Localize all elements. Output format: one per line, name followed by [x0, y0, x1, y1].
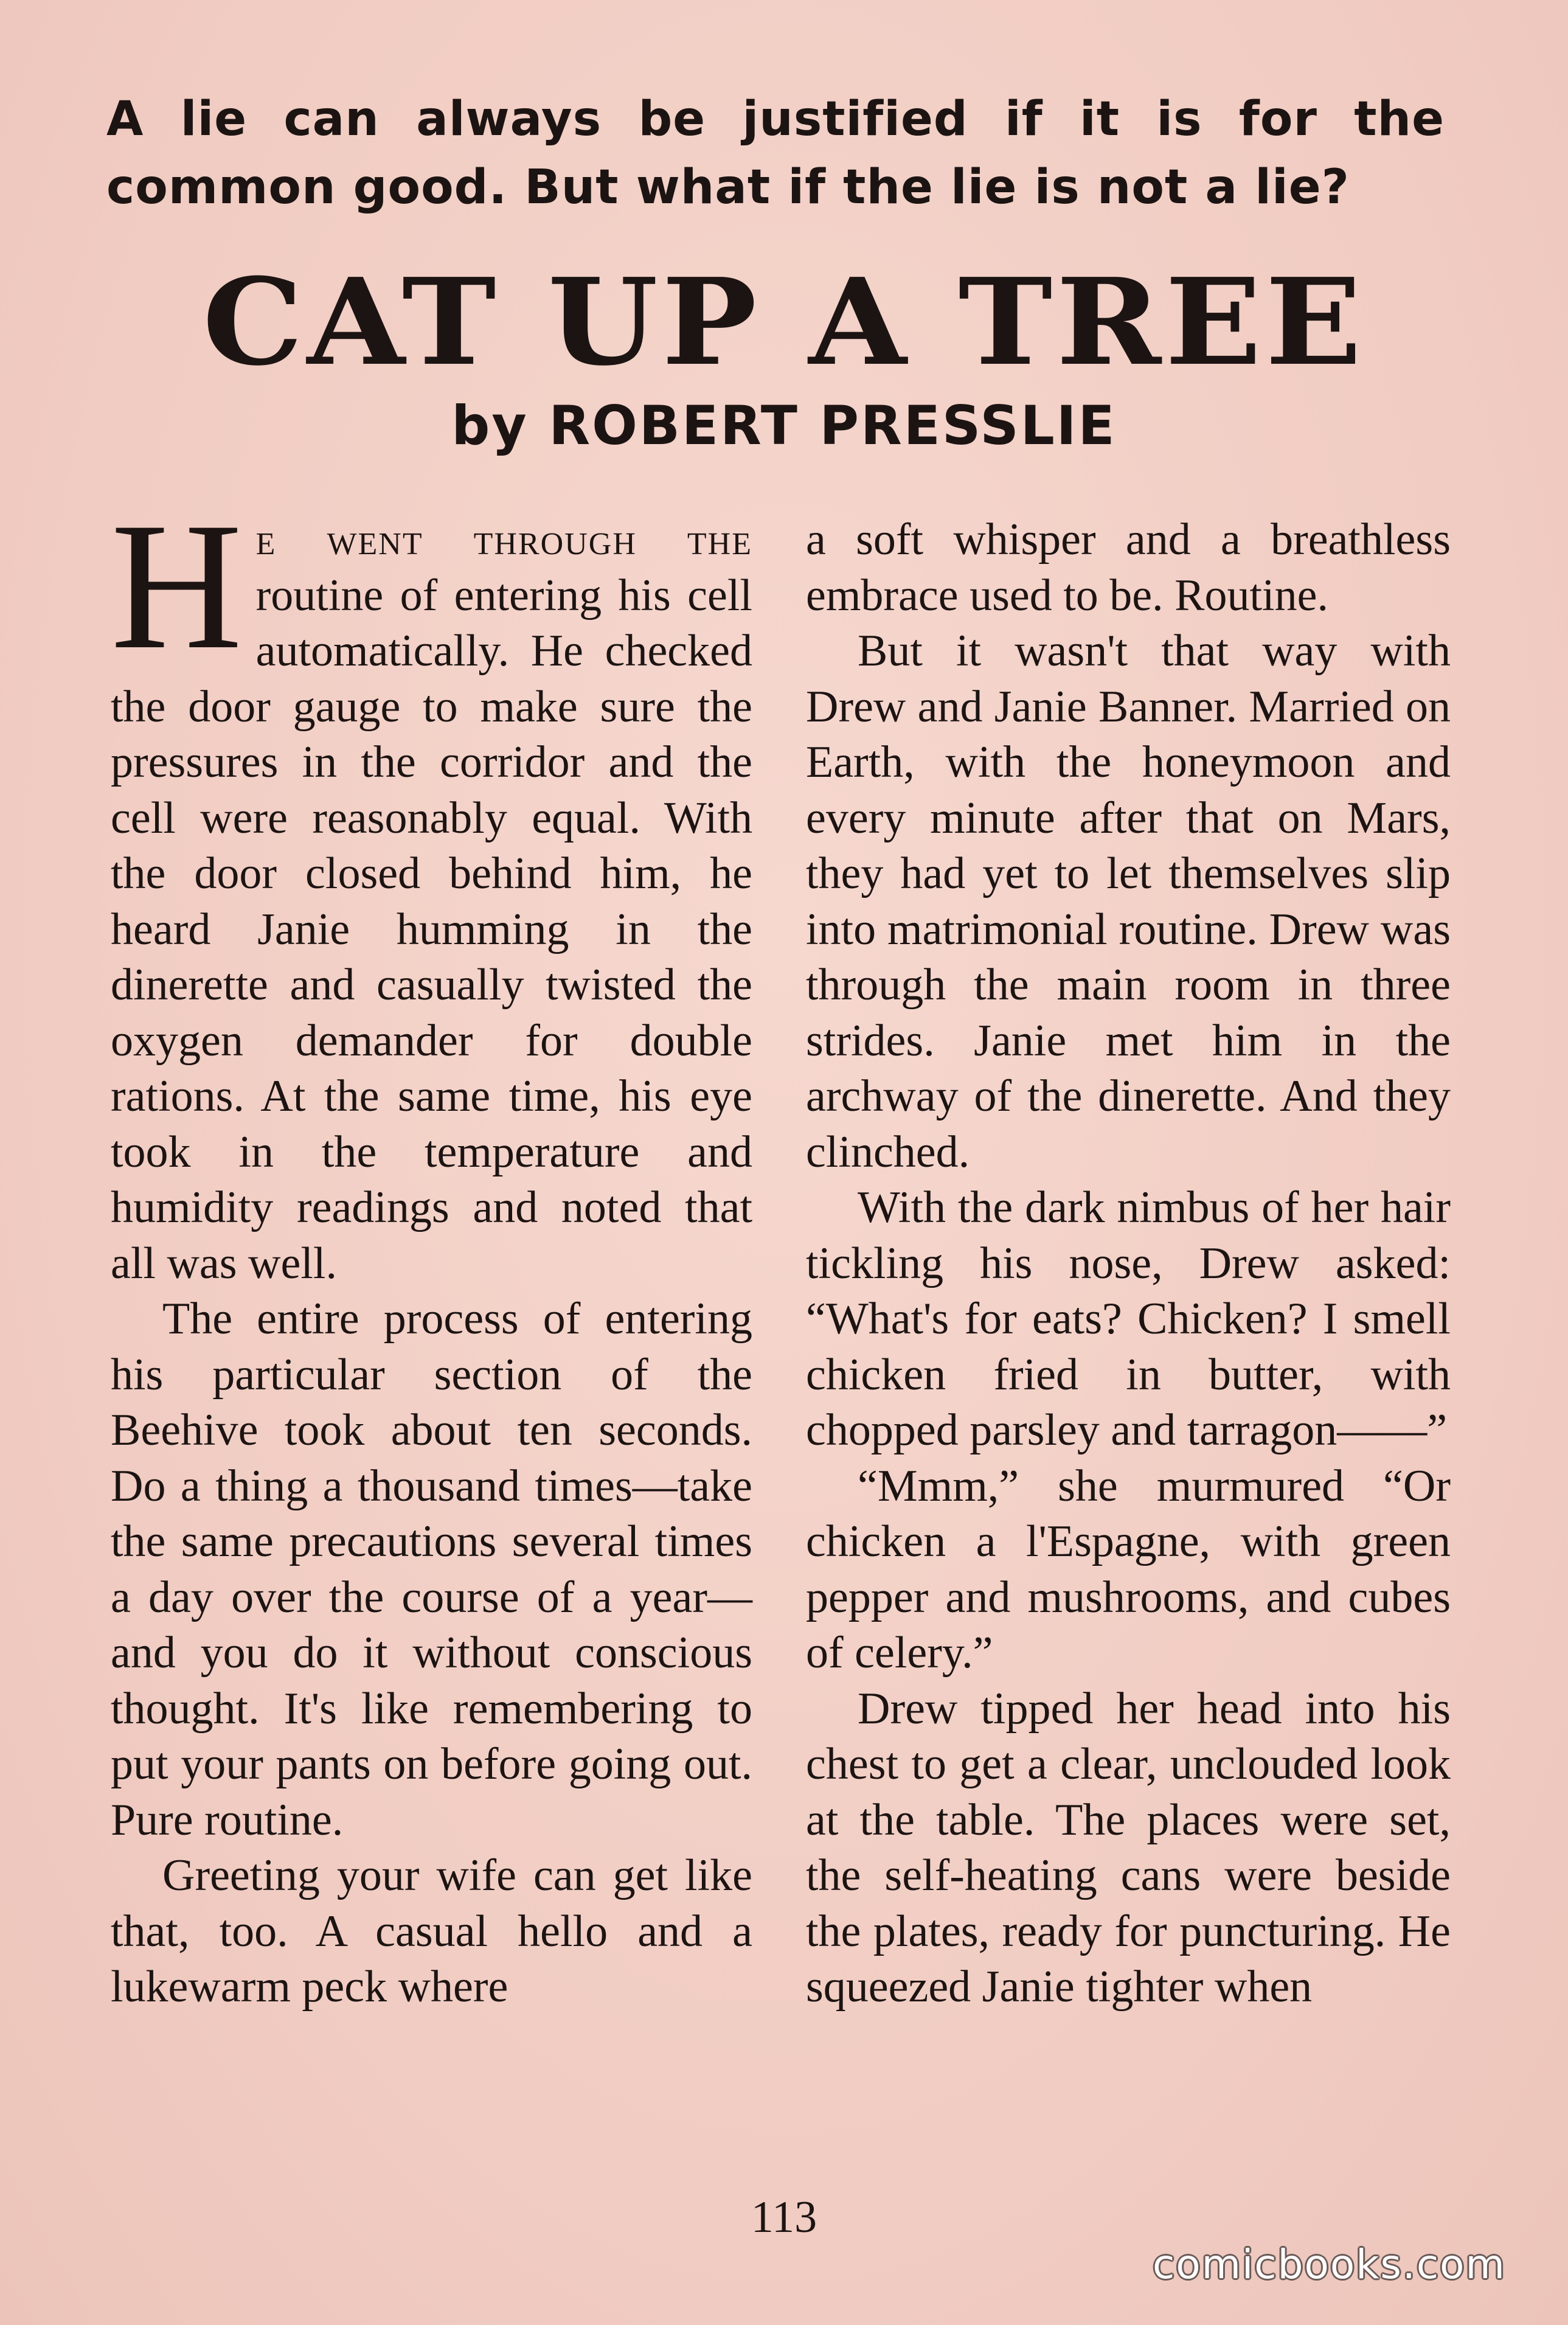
story-byline: by ROBERT PRESSLIE: [451, 394, 1117, 457]
paragraph: The entire process of entering his particular section of the Beehive took about ten seconds. Do a thing a thousand times—take the same precautions several times a day over the course of a year—and you do it without conscious thought. It's like remembering to put your pants on before going out. Pure routine.: [111, 1294, 752, 1845]
paragraph: Drew tipped her head into his chest to get a clear, unclouded look at the table. The places were set, the self-heating cans were beside the plates, ready for puncturing. He squeezed Janie tighter when: [806, 1683, 1451, 2012]
watermark: comicbooks.com: [1153, 2241, 1506, 2288]
drop-cap: H: [111, 485, 243, 687]
text-column-right: [806, 512, 1451, 2015]
story-blurb: A lie can always be justified if it is for the common good. But what if the lie is not a lie?: [106, 92, 1445, 215]
story-title: CAT UP A TREE: [202, 252, 1366, 392]
opening-text: routine of entering his cell automatically. He checked the door gauge to make sure the pressures in the corridor and the cell were reasonably equal. With the door closed behind him, he heard Janie humming in the dinerette and casually twisted the oxygen demander for double rations. At the same time, his eye took in the temperature and humidity readings and noted that all was well.: [111, 570, 752, 1288]
paragraph: But it wasn't that way with Drew and Janie Banner. Married on Earth, with the honeymoon and every minute after that on Mars, they had yet to let themselves slip into matrimonial routine. Drew was through the main room in three strides. Janie met him in the archway of the dinerette. And they clinched.: [806, 626, 1451, 1177]
opening-paragraph: [111, 485, 752, 1291]
paragraph: Greeting your wife can get like that, too. A casual hello and a lukewarm peck where: [111, 1851, 752, 2012]
page-number: 113: [751, 2192, 817, 2242]
paragraph: “Mmm,” she murmured “Or chicken a l'Espagne, with green pepper and mushrooms, and cubes of celery.”: [806, 1461, 1451, 1678]
opening-smallcaps: e went through the: [255, 515, 752, 565]
paragraph: With the dark nimbus of her hair tickling his nose, Drew asked: “What's for eats? Chicken? I smell chicken fried in butter, with chopped parsley and tarragon——”: [806, 1183, 1451, 1455]
continued-paragraph: a soft whisper and a breathless embrace used to be. Routine.: [806, 515, 1451, 620]
text-column-left: [111, 485, 752, 2015]
